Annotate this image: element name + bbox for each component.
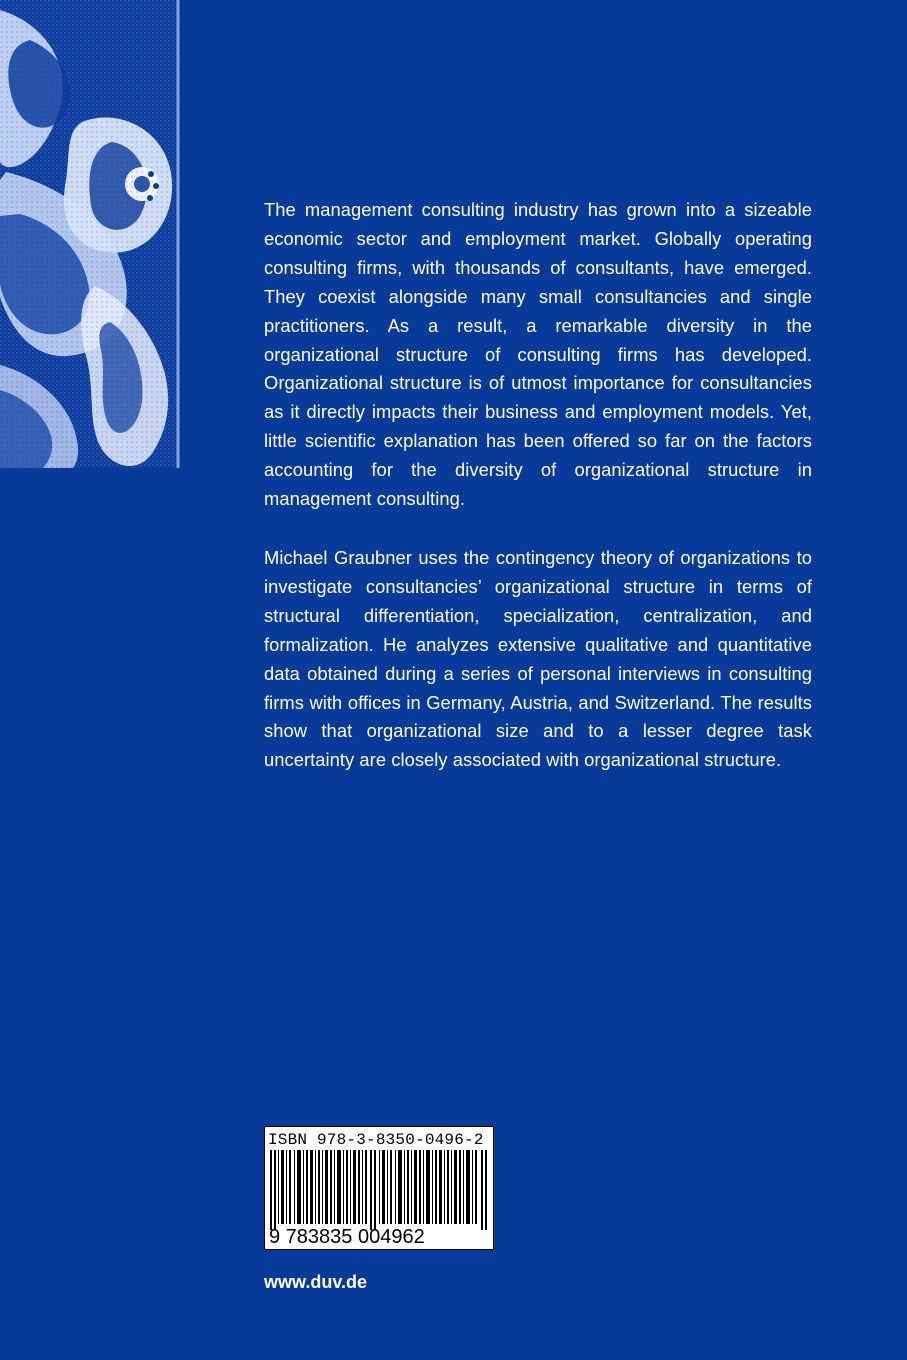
publisher-website: www.duv.de (264, 1272, 368, 1292)
abstract-photo-image (0, 0, 180, 468)
description-paragraph-1: The management consulting industry has grown into a sizeable economic sector and employment market. Globally operating consulting firms, with thousands of consultants, have emerged. They coexist alongside many small consultancies and single practitioners. As a result, a remarkable diversity in the organizational structure of consulting firms has developed. Organizational structure is of utmost importance for consultancies as it directly impacts their business and employment models. Yet, little scientific explanation has been offered so far on the factors accounting for the diversity of organizational structure in management consulting. (264, 199, 812, 510)
isbn-barcode (264, 1126, 494, 1250)
isbn-label: ISBN 978-3-8350-0496-2 (268, 1131, 484, 1149)
cover-photo-panel (0, 0, 180, 468)
barcode-digits: 9 783835 004962 (269, 1226, 425, 1248)
back-cover-description (264, 196, 812, 775)
description-paragraph-2: Michael Graubner uses the contingency theory of organizations to investigate consultancies’ organizational structure in terms of structural differentiation, specialization, centralization, and formalization. He analyzes extensive qualitative and quantitative data obtained during a series of personal interviews in consulting firms with offices in Germany, Austria, and Switzerland. The results show that organizational size and to a lesser degree task uncertainty are closely associated with organizational structure. (264, 546, 812, 771)
barcode-image (269, 1150, 489, 1230)
